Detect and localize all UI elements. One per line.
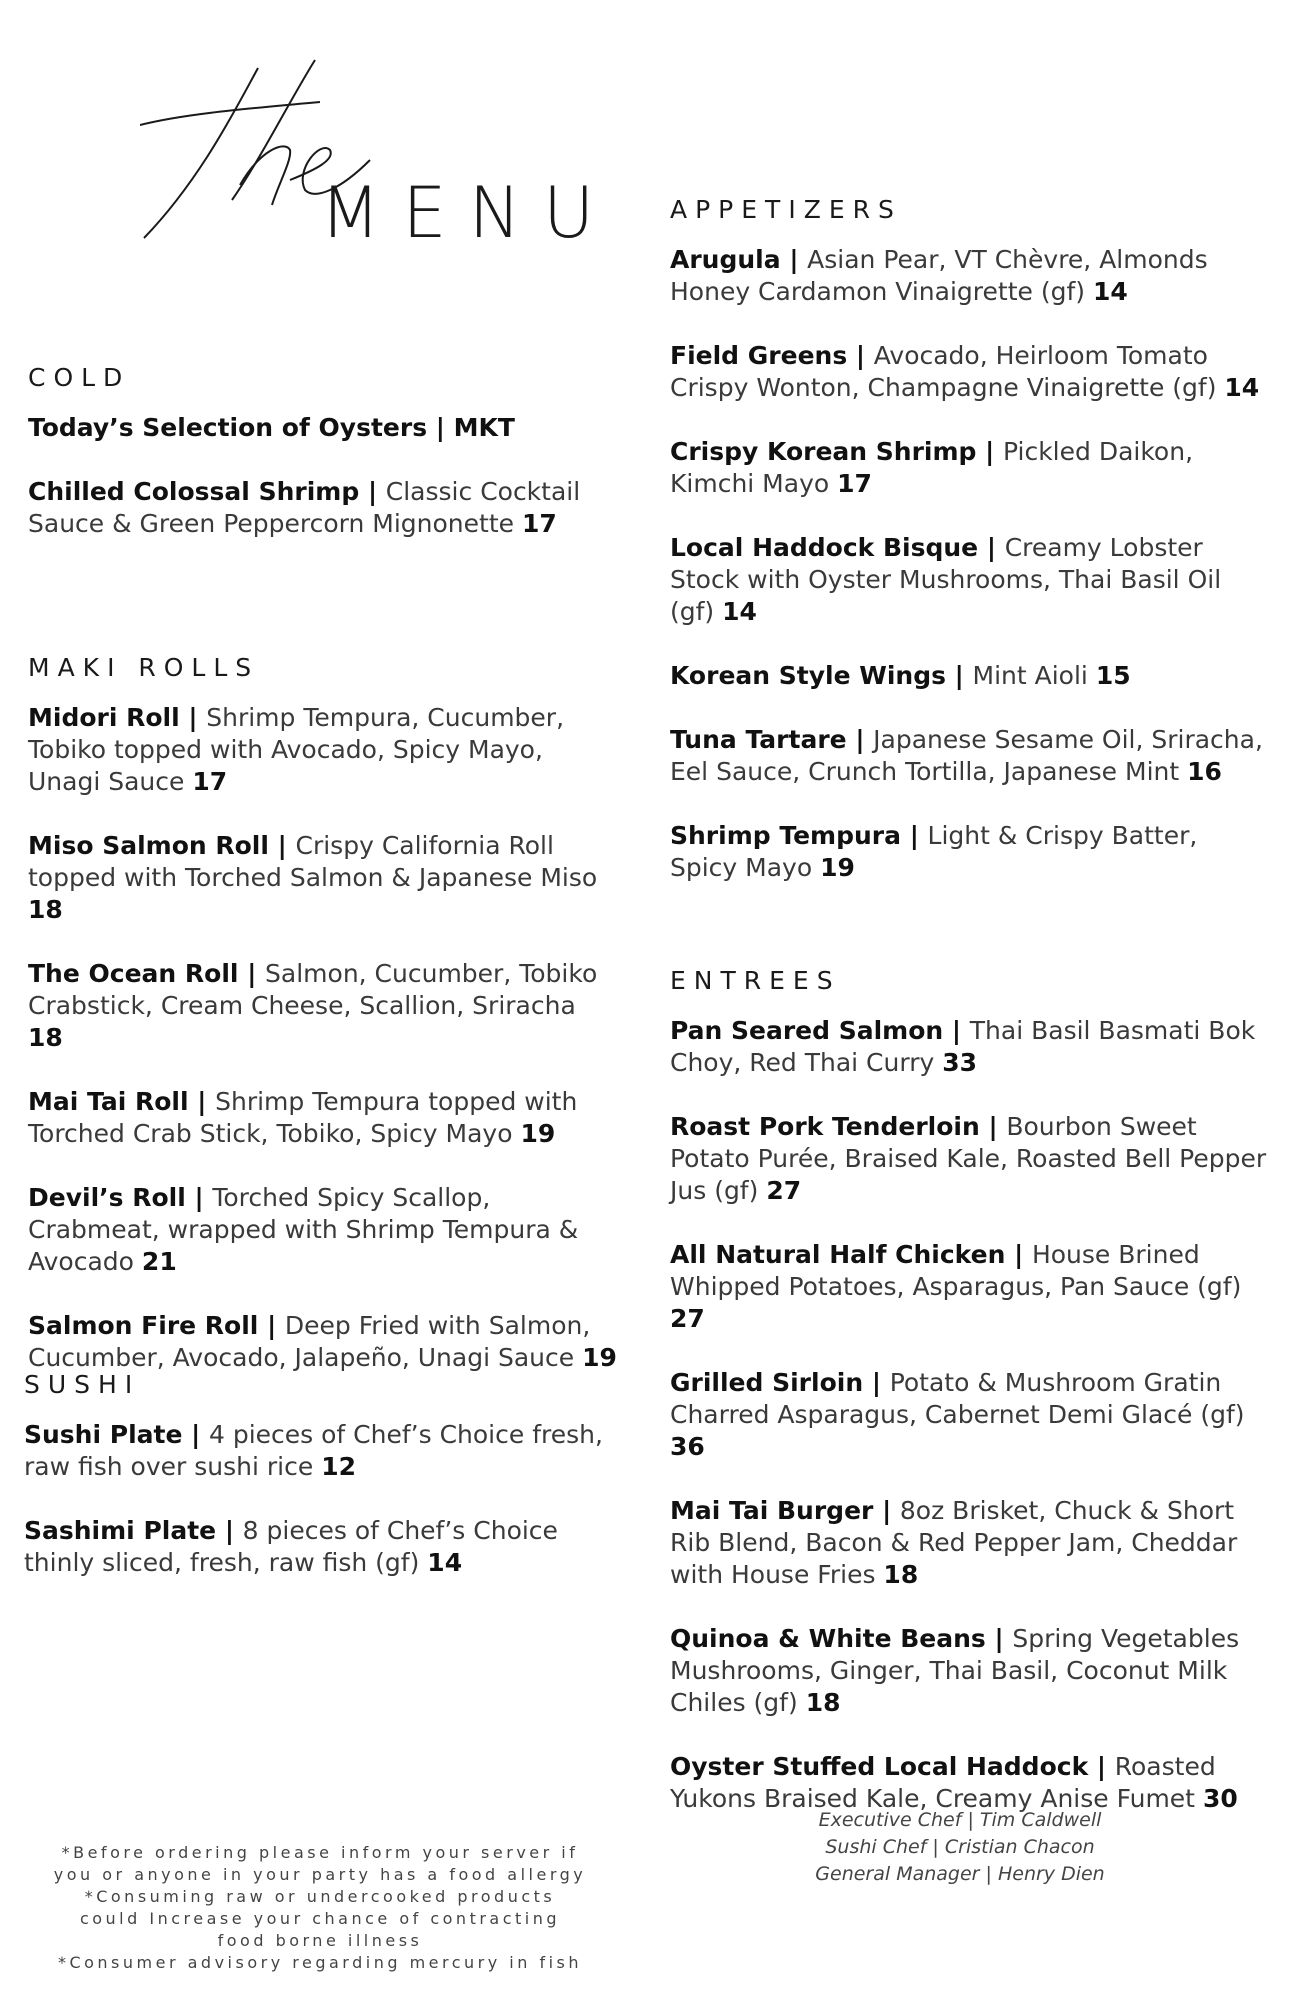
appetizers-section	[670, 197, 1270, 916]
item-price: 15	[1095, 661, 1131, 690]
item-name: Mai Tai Burger	[670, 1496, 874, 1525]
item-desc: 4 pieces of Chef’s Choice fresh, raw fish over sushi rice	[24, 1420, 603, 1481]
entrees-section	[670, 968, 1270, 1847]
item-desc: Mint Aioli	[972, 661, 1088, 690]
menu-item: Grilled Sirloin | Potato & Mushroom Gratin Charred Asparagus, Cabernet Demi Glacé (gf) 36	[670, 1368, 1245, 1461]
item-price: 14	[1224, 373, 1260, 402]
menu-item: Field Greens | Avocado, Heirloom Tomato Crispy Wonton, Champagne Vinaigrette (gf) 14	[670, 341, 1260, 402]
item-desc: Spring Vegetables Mushrooms, Ginger, Thai Basil, Coconut Milk Chiles (gf)	[670, 1624, 1240, 1717]
cold-section	[28, 365, 618, 572]
item-name: Chilled Colossal Shrimp	[28, 477, 360, 506]
menu-item: Today’s Selection of Oysters | MKT	[28, 413, 515, 442]
advisory-line: food borne illness	[217, 1931, 423, 1950]
item-name: The Ocean Roll	[28, 959, 239, 988]
entrees-title: ENTREES	[670, 966, 841, 995]
staff-line: Executive Chef | Tim Caldwell	[818, 1809, 1102, 1831]
item-desc: Light & Crispy Batter, Spicy Mayo	[670, 821, 1198, 882]
item-name: All Natural Half Chicken	[670, 1240, 1006, 1269]
menu-item: Quinoa & White Beans | Spring Vegetables Mushrooms, Ginger, Thai Basil, Coconut Milk Chiles (gf) 18	[670, 1624, 1240, 1717]
menu-item: Local Haddock Bisque | Creamy Lobster Stock with Oyster Mushrooms, Thai Basil Oil (gf) 14	[670, 533, 1222, 626]
item-name: Sashimi Plate	[24, 1516, 217, 1545]
item-price: 17	[521, 509, 557, 538]
menu-item: Midori Roll | Shrimp Tempura, Cucumber, Tobiko topped with Avocado, Spicy Mayo, Unagi Sauce 17	[28, 703, 565, 796]
menu-item: Roast Pork Tenderloin | Bourbon Sweet Potato Purée, Braised Kale, Roasted Bell Pepper Jus (gf) 27	[670, 1112, 1267, 1205]
advisory-line: you or anyone in your party has a food allergy	[53, 1865, 587, 1884]
item-desc: Salmon, Cucumber, Tobiko Crabstick, Cream Cheese, Scallion, Sriracha	[28, 959, 598, 1020]
item-name: Salmon Fire Roll	[28, 1311, 259, 1340]
staff-line: Sushi Chef | Cristian Chacon	[825, 1836, 1095, 1858]
item-name: Local Haddock Bisque	[670, 533, 979, 562]
item-name: Oyster Stuffed Local Haddock	[670, 1752, 1089, 1781]
item-desc: Torched Spicy Scallop, Crabmeat, wrapped with Shrimp Tempura & Avocado	[28, 1183, 579, 1276]
menu-item: Mai Tai Burger | 8oz Brisket, Chuck & Short Rib Blend, Bacon & Red Pepper Jam, Cheddar with House Fries 18	[670, 1496, 1238, 1589]
item-name: Today’s Selection of Oysters	[28, 413, 428, 442]
item-price: 19	[520, 1119, 556, 1148]
item-price: 17	[192, 767, 228, 796]
item-price: 16	[1187, 757, 1222, 786]
advisory-line: *Before ordering please inform your server if	[61, 1843, 579, 1862]
item-desc: Pickled Daikon, Kimchi Mayo	[670, 437, 1194, 498]
item-name: Shrimp Tempura	[670, 821, 901, 850]
item-desc: House Brined Whipped Potatoes, Asparagus, Pan Sauce (gf)	[670, 1240, 1242, 1301]
item-price: 33	[942, 1048, 978, 1077]
item-name: Mai Tai Roll	[28, 1087, 189, 1116]
item-name: Devil’s Roll	[28, 1183, 186, 1212]
item-price: 18	[883, 1560, 919, 1589]
menu-item: Crispy Korean Shrimp | Pickled Daikon, Kimchi Mayo 17	[670, 437, 1194, 498]
item-price: 27	[670, 1304, 705, 1333]
item-name: Roast Pork Tenderloin	[670, 1112, 980, 1141]
item-name: Midori Roll	[28, 703, 180, 732]
item-name: Field Greens	[670, 341, 848, 370]
item-desc: Potato & Mushroom Gratin Charred Asparagus, Cabernet Demi Glacé (gf)	[670, 1368, 1245, 1429]
item-price: 14	[722, 597, 757, 626]
staff-line: General Manager | Henry Dien	[815, 1863, 1105, 1885]
menu-item: Sashimi Plate | 8 pieces of Chef’s Choice thinly sliced, fresh, raw fish (gf) 14	[24, 1516, 558, 1577]
menu-item: Salmon Fire Roll | Deep Fried with Salmon, Cucumber, Avocado, Jalapeño, Unagi Sauce 19	[28, 1311, 617, 1372]
appetizers-title: APPETIZERS	[670, 195, 902, 224]
menu-item: Korean Style Wings | Mint Aioli 15	[670, 661, 1131, 690]
menu-item: Arugula | Asian Pear, VT Chèvre, Almonds Honey Cardamon Vinaigrette (gf) 14	[670, 245, 1208, 306]
advisory-line: *Consuming raw or undercooked products	[84, 1887, 556, 1906]
item-desc: Thai Basil Basmati Bok Choy, Red Thai Curry	[670, 1016, 1256, 1077]
sushi-title: SUSHI	[24, 1370, 141, 1399]
item-name: Pan Seared Salmon	[670, 1016, 944, 1045]
item-price: 36	[670, 1432, 705, 1461]
advisory-line: could Increase your chance of contracting	[79, 1909, 561, 1928]
item-price: 12	[321, 1452, 356, 1481]
item-desc: Avocado, Heirloom Tomato Crispy Wonton, Champagne Vinaigrette (gf)	[670, 341, 1217, 402]
item-desc: 8 pieces of Chef’s Choice thinly sliced, fresh, raw fish (gf)	[24, 1516, 558, 1577]
item-price: 30	[1202, 1784, 1238, 1813]
item-desc: Bourbon Sweet Potato Purée, Braised Kale, Roasted Bell Pepper Jus (gf)	[670, 1112, 1267, 1205]
item-desc: Shrimp Tempura topped with Torched Crab Stick, Tobiko, Spicy Mayo	[28, 1087, 578, 1148]
item-desc: Asian Pear, VT Chèvre, Almonds Honey Cardamon Vinaigrette (gf)	[670, 245, 1208, 306]
menu-item: Pan Seared Salmon | Thai Basil Basmati Bok Choy, Red Thai Curry 33	[670, 1016, 1256, 1077]
menu-title: MENU	[320, 172, 617, 254]
item-name: Grilled Sirloin	[670, 1368, 864, 1397]
item-desc: Creamy Lobster Stock with Oyster Mushrooms, Thai Basil Oil (gf)	[670, 533, 1222, 626]
item-name: Miso Salmon Roll	[28, 831, 269, 860]
menu-item: Mai Tai Roll | Shrimp Tempura topped with Torched Crab Stick, Tobiko, Spicy Mayo 19	[28, 1087, 578, 1148]
menu-item: Oyster Stuffed Local Haddock | Roasted Yukons Braised Kale, Creamy Anise Fumet 30	[670, 1752, 1238, 1813]
item-price: 19	[582, 1343, 617, 1372]
sushi-section	[24, 1372, 614, 1611]
maki-title: MAKI ROLLS	[28, 653, 260, 682]
menu-item: Shrimp Tempura | Light & Crispy Batter, Spicy Mayo 19	[670, 821, 1198, 882]
item-name: Arugula	[670, 245, 781, 274]
item-desc: Classic Cocktail Sauce & Green Peppercorn Mignonette	[28, 477, 581, 538]
allergy-advisory	[40, 1842, 600, 1974]
item-desc: Japanese Sesame Oil, Sriracha, Eel Sauce, Crunch Tortilla, Japanese Mint	[670, 725, 1263, 786]
item-price: 21	[141, 1247, 177, 1276]
item-price: 19	[820, 853, 855, 882]
item-price: 14	[1092, 277, 1128, 306]
item-price: 18	[28, 1023, 63, 1052]
item-price: 27	[766, 1176, 802, 1205]
maki-section	[28, 655, 618, 1406]
item-desc: Deep Fried with Salmon, Cucumber, Avocado, Jalapeño, Unagi Sauce	[28, 1311, 591, 1372]
item-price: 18	[28, 895, 63, 924]
item-price: 17	[837, 469, 872, 498]
item-desc: 8oz Brisket, Chuck & Short Rib Blend, Bacon & Red Pepper Jam, Cheddar with House Fries	[670, 1496, 1238, 1589]
menu-item: Chilled Colossal Shrimp | Classic Cocktail Sauce & Green Peppercorn Mignonette 17	[28, 477, 581, 538]
menu-item: All Natural Half Chicken | House Brined Whipped Potatoes, Asparagus, Pan Sauce (gf) 27	[670, 1240, 1242, 1333]
cold-title: COLD	[28, 363, 131, 392]
menu-item: Sushi Plate | 4 pieces of Chef’s Choice fresh, raw fish over sushi rice 12	[24, 1420, 603, 1481]
item-name: Quinoa & White Beans	[670, 1624, 986, 1653]
item-name: Korean Style Wings	[670, 661, 946, 690]
item-name: Crispy Korean Shrimp	[670, 437, 977, 466]
item-price: 14	[427, 1548, 463, 1577]
item-name: Sushi Plate	[24, 1420, 183, 1449]
item-desc: Shrimp Tempura, Cucumber, Tobiko topped with Avocado, Spicy Mayo, Unagi Sauce	[28, 703, 565, 796]
item-desc: Roasted Yukons Braised Kale, Creamy Anise Fumet	[670, 1752, 1216, 1813]
menu-item: The Ocean Roll | Salmon, Cucumber, Tobiko Crabstick, Cream Cheese, Scallion, Sriracha 18	[28, 959, 598, 1052]
menu-item: Tuna Tartare | Japanese Sesame Oil, Sriracha, Eel Sauce, Crunch Tortilla, Japanese Mint 16	[670, 725, 1263, 786]
item-price: 18	[805, 1688, 841, 1717]
advisory-line: *Consumer advisory regarding mercury in fish	[57, 1953, 583, 1972]
item-price: MKT	[453, 413, 515, 442]
menu-item: Miso Salmon Roll | Crispy California Roll topped with Torched Salmon & Japanese Miso 18	[28, 831, 598, 924]
staff-credits	[780, 1807, 1140, 1888]
menu-item: Devil’s Roll | Torched Spicy Scallop, Crabmeat, wrapped with Shrimp Tempura & Avocado 21	[28, 1183, 579, 1276]
item-name: Tuna Tartare	[670, 725, 847, 754]
item-desc: Crispy California Roll topped with Torched Salmon & Japanese Miso	[28, 831, 598, 892]
